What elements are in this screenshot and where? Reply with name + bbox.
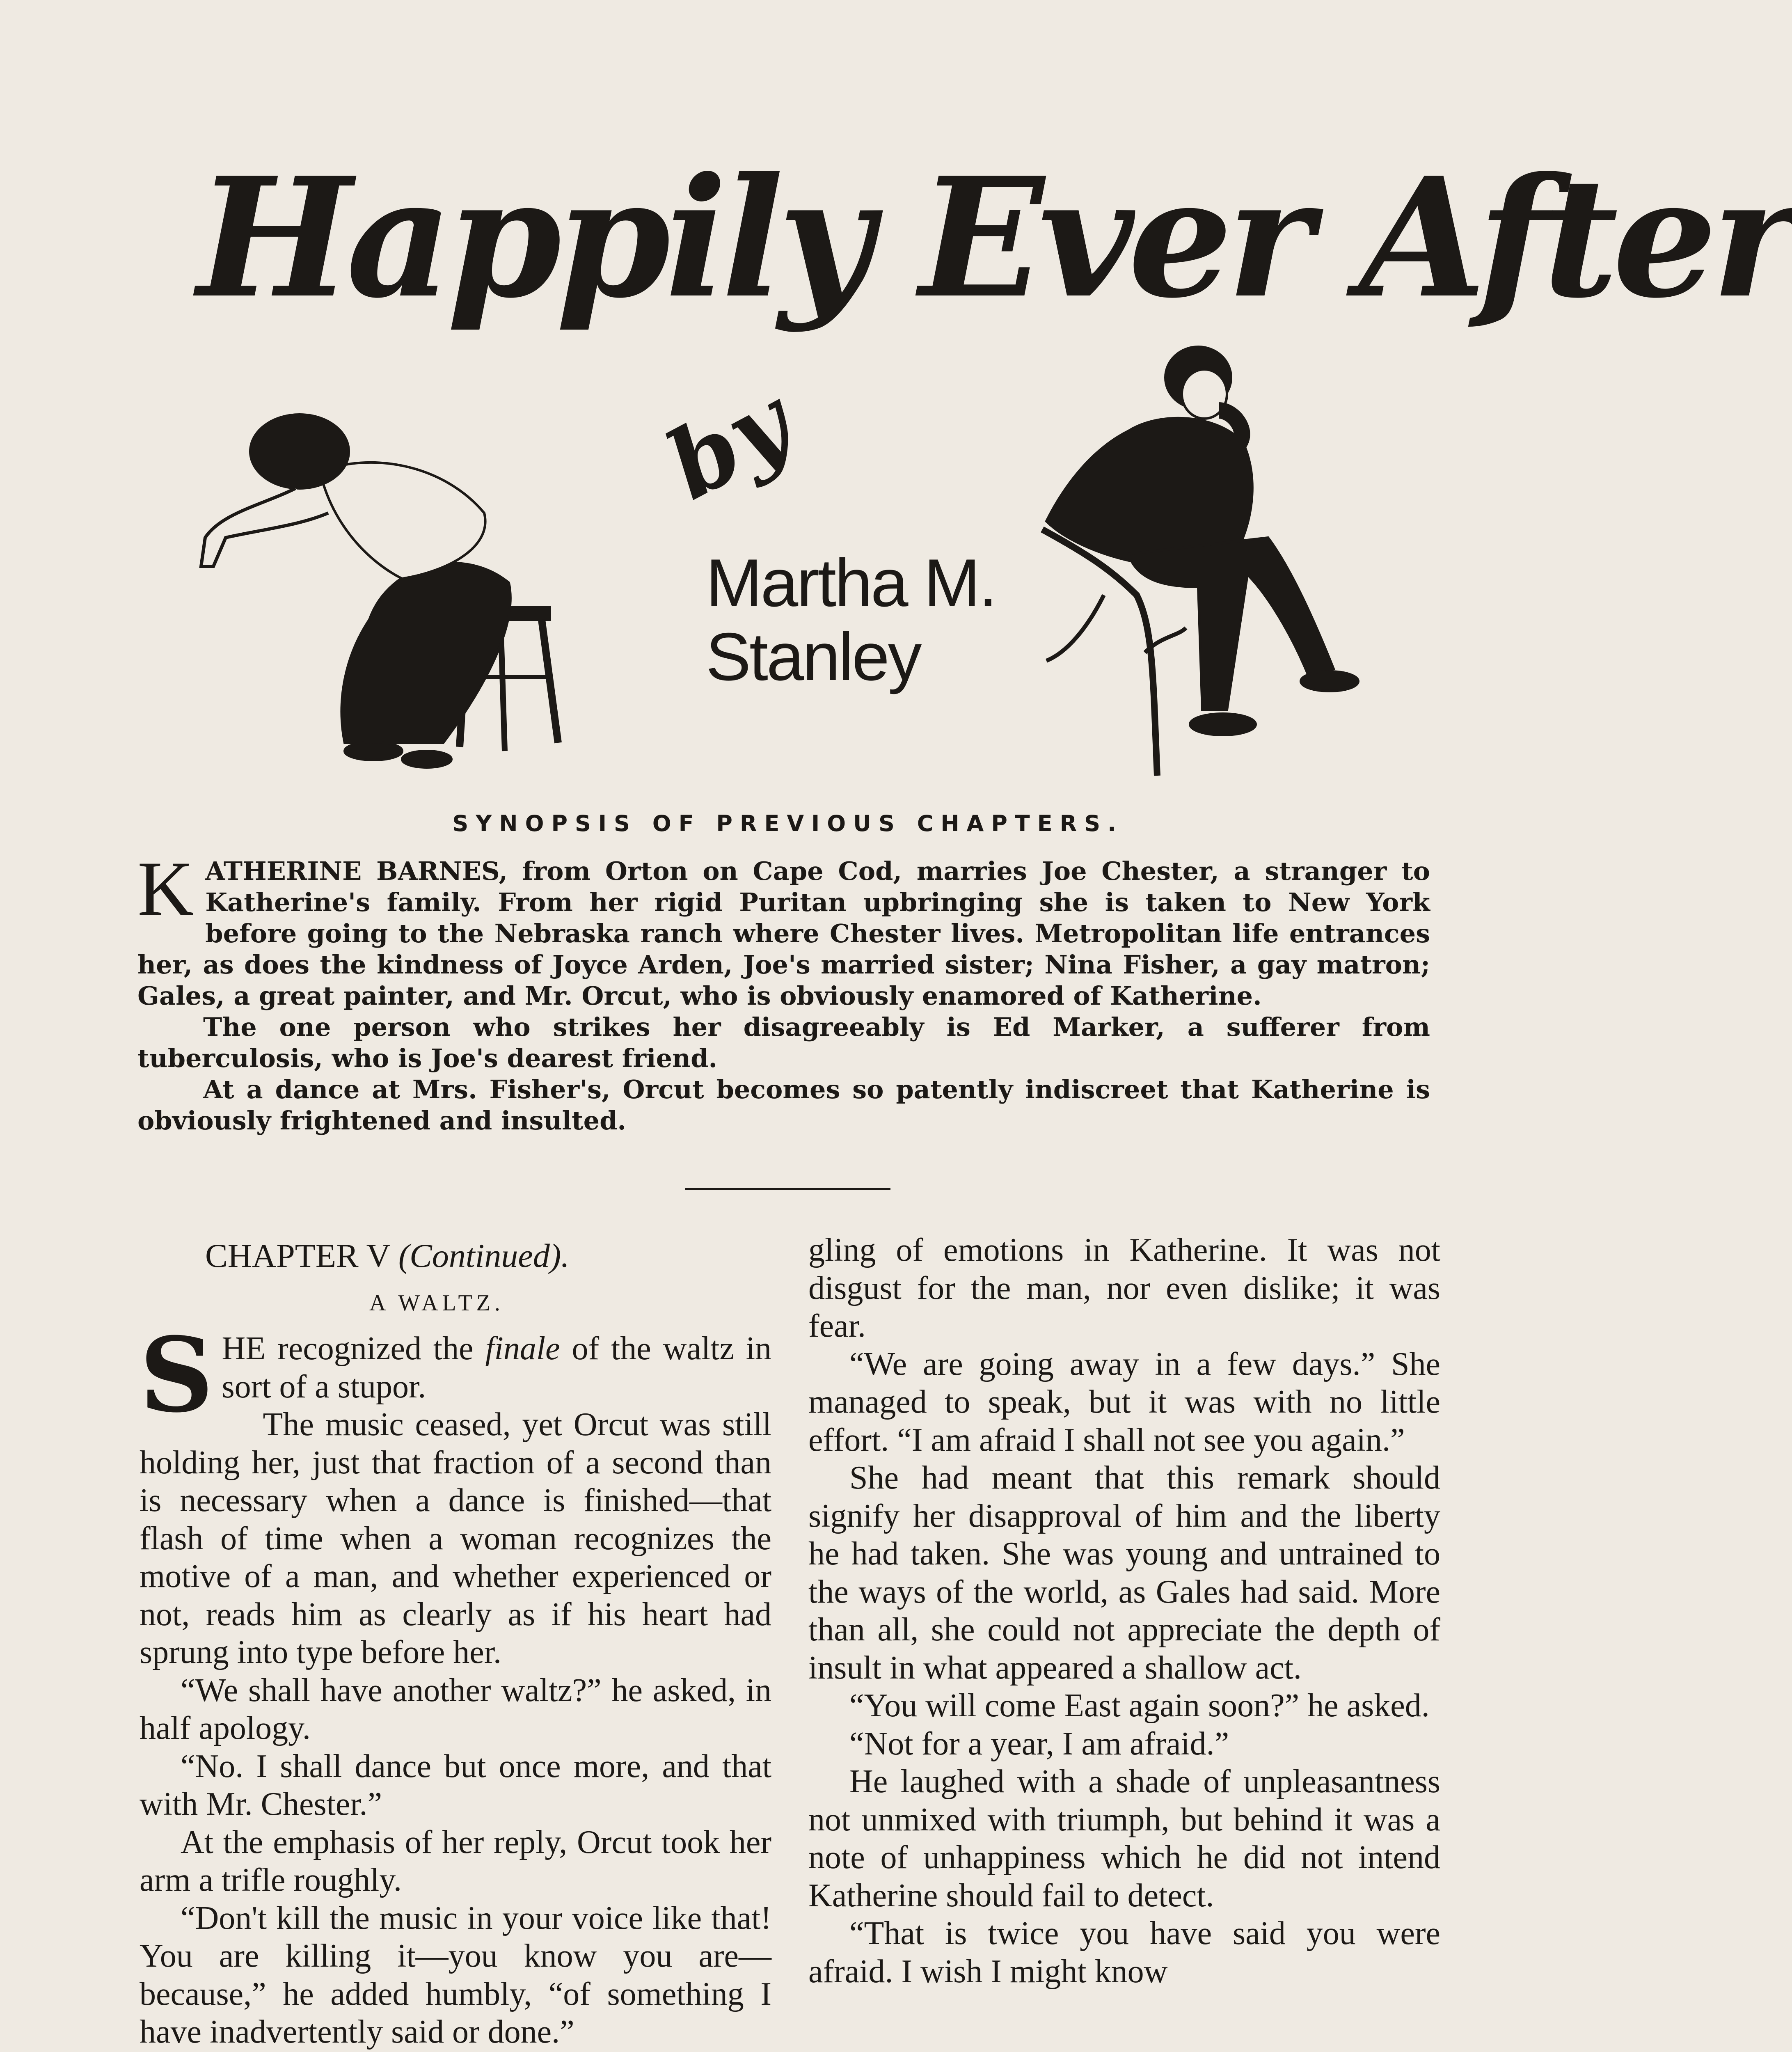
body-paragraph: The music ceased, yet Orcut was still holding her, just that fraction of a second than is necessary when a dance is finished—that flash of time when a woman recognizes the motive of a man, and whether experienced or not, reads him as clearly as if his heart had sprung into type before her. <box>140 1406 771 1670</box>
synopsis-paragraph <box>137 846 1430 1012</box>
body-text: of the waltz in sort of a stupor. <box>222 1331 771 1405</box>
body-paragraph: “We are going away in a few days.” She managed to speak, but it was with no little effort. “I am afraid I shall not see you again.” <box>808 1346 1440 1458</box>
chapter-subheading: A WALTZ. <box>369 1290 504 1316</box>
section-divider <box>685 1188 890 1190</box>
body-paragraph: “Don't kill the music in your voice like that! You are killing it—you know you are—because,” he added humbly, “of something I have inadvertently said or done.” <box>140 1900 771 2050</box>
author-line-1: Martha M. <box>706 545 996 621</box>
author-name <box>706 546 1034 694</box>
man-seated-illustration <box>1005 341 1375 792</box>
body-paragraph: She had meant that this remark should signify her disapproval of him and the liberty he had taken. She was young and untrained to the ways of the world, as Gales had said. More than all, she could not appreciate the depth of insult in what appeared a shallow act. <box>808 1460 1440 1686</box>
chapter-heading <box>140 1231 771 1280</box>
body-paragraph: gling of emotions in Katherine. It was not disgust for the man, nor even dislike; it was fear. <box>808 1232 1440 1344</box>
italic-word: finale <box>485 1331 560 1367</box>
text-column-right <box>808 1231 1440 1990</box>
synopsis-text: ATHERINE BARNES, from Orton on Cape Cod, marries Joe Chester, a stranger to Katherine's family. From her rigid Puritan upbringing she is taken to New York before going to the Nebraska ranch where Chester lives. Metropolitan life entrances her, as does the kindness of Joyce Arden, Joe's married sister; Nina Fisher, a gay matron; Gales, a great painter, and Mr. Orcut, who is obviously enamored of Katherine. <box>137 856 1430 1011</box>
synopsis-paragraph: The one person who strikes her disagreeably is Ed Marker, a sufferer from tuberculosis, who is Joe's dearest friend. <box>137 1012 1430 1073</box>
body-paragraph: “That is twice you have said you were afraid. I wish I might know <box>808 1915 1440 1990</box>
body-paragraph: At the emphasis of her reply, Orcut took her arm a trifle roughly. <box>140 1824 771 1898</box>
body-paragraph: He laughed with a shade of unpleasantness not unmixed with triumph, but behind it was a note of unhappiness which he did not intend Katherine should fail to detect. <box>808 1763 1440 1914</box>
story-title: Happily Ever After <box>197 142 1792 334</box>
synopsis-paragraph: At a dance at Mrs. Fisher's, Orcut becomes so patently indiscreet that Katherine is obviously frightened and insulted. <box>137 1074 1430 1136</box>
body-paragraph: “No. I shall dance but once more, and that with Mr. Chester.” <box>140 1748 771 1822</box>
body-paragraph: “We shall have another waltz?” he asked, in half apology. <box>140 1672 771 1746</box>
body-paragraph: “You will come East again soon?” he asked. <box>849 1688 1430 1724</box>
body-text: HE recognized the <box>222 1331 485 1367</box>
chapter-number: CHAPTER V <box>205 1237 390 1274</box>
body-paragraph <box>140 1315 771 1435</box>
author-line-2: Stanley <box>706 619 920 694</box>
drop-cap: S <box>140 1315 214 1435</box>
body-paragraph: “Not for a year, I am afraid.” <box>849 1725 1229 1762</box>
synopsis-initial: K <box>137 846 194 932</box>
woman-seated-illustration <box>197 390 648 780</box>
byline: by <box>650 366 809 521</box>
chapter-continued: (Continued). <box>398 1237 570 1274</box>
text-column-left <box>140 1231 771 2052</box>
synopsis-block <box>137 846 1430 1136</box>
synopsis-heading: SYNOPSIS OF PREVIOUS CHAPTERS. <box>452 811 1124 836</box>
